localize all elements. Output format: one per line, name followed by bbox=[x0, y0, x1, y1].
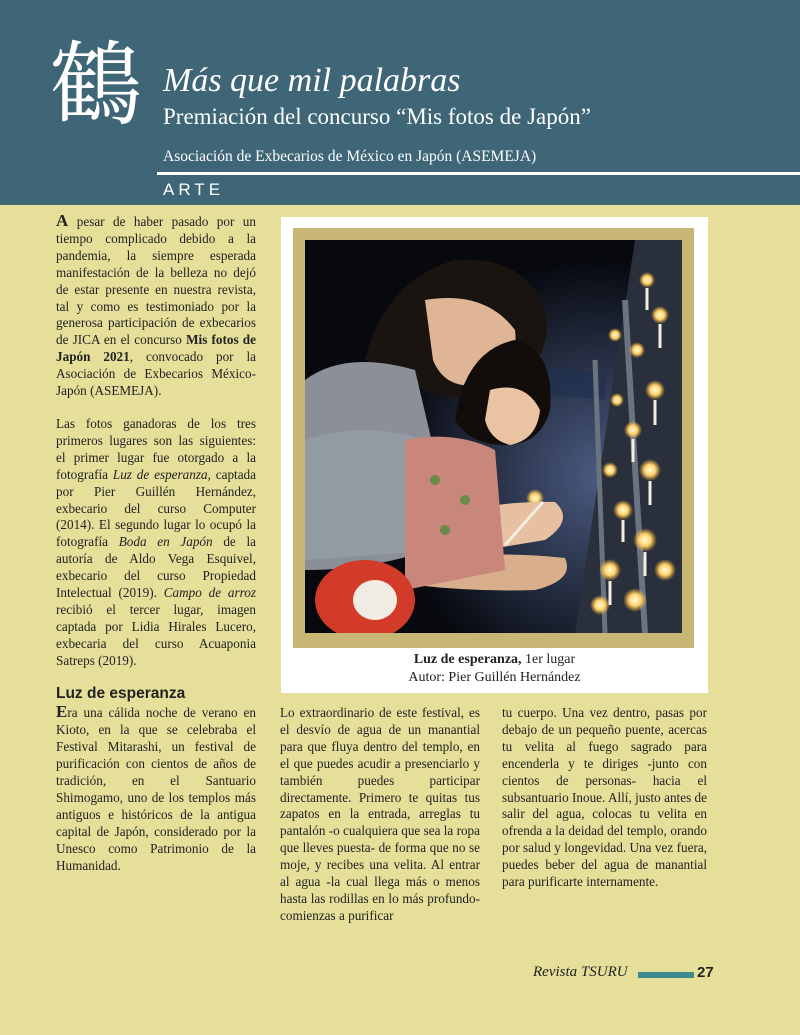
footer-accent-bar bbox=[638, 972, 694, 978]
photo-title-3: Campo de arroz bbox=[163, 585, 256, 601]
section-heading: Luz de esperanza bbox=[56, 684, 186, 702]
photo-caption bbox=[281, 652, 708, 668]
page-number: 27 bbox=[697, 964, 714, 981]
photo-frame bbox=[293, 228, 694, 648]
caption-place: 1er lugar bbox=[521, 652, 576, 667]
photo-title-2: Boda en Japón bbox=[118, 534, 213, 550]
caption-title: Luz de esperanza, bbox=[413, 652, 522, 667]
header-divider bbox=[157, 172, 800, 175]
photo-card bbox=[281, 217, 708, 693]
intro-text: , convocado por la Asociación de Exbecarios México-Japón (ASEMEJA). bbox=[56, 349, 257, 399]
left-column bbox=[56, 213, 256, 891]
section-label: ARTE bbox=[163, 180, 225, 199]
article-author-org: Asociación de Exbecarios de México en Japón (ASEMEJA) bbox=[163, 148, 537, 165]
drop-cap: A bbox=[56, 211, 69, 230]
intro-text: recibió el tercer lugar, imagen captada por Lidia Hirales Lucero, exbecaria del curso Acuaponia Satreps (2019). bbox=[56, 601, 256, 668]
magazine-name: Revista TSURU bbox=[533, 964, 628, 980]
photo-author: Autor: Pier Guillén Hernández bbox=[408, 670, 581, 685]
contest-name: Mis fotos de Japón 2021 bbox=[56, 332, 256, 365]
intro-text: , captada por Pier Guillén Hernández, exbecario del curso Computer (2014). El segundo lugar lo ocupó la fotografía bbox=[56, 466, 256, 550]
drop-cap: E bbox=[56, 702, 68, 722]
intro-text: pesar de haber pasado por un tiempo complicado debido a la pandemia, la siempre esperada manifestación de la belleza no dejó de estar presente en nuestra revista, tal y como es testimoniado por la generosa participación de exbecarios de JICA en el concurso bbox=[56, 214, 256, 348]
intro-paragraph-1 bbox=[56, 213, 256, 400]
crane-kanji-logo: 鶴 bbox=[50, 32, 143, 139]
article-header bbox=[0, 0, 800, 205]
winning-photo bbox=[305, 240, 682, 633]
story-text: ra una cálida noche de verano en Kioto, en la que se celebraba el Festival Mitarashi, un festival de purificación con cientos de años de tradición, en el Santuario Shimogamo, uno de los templos más antiguos e históricos de la antigua capital de Japón, considerado por la Unesco como Patrimonio de la Humanidad. bbox=[56, 705, 256, 873]
photo-illustration bbox=[305, 240, 682, 633]
article-subtitle: Premiación del concurso “Mis fotos de Japón” bbox=[163, 104, 591, 129]
article-title: Más que mil palabras bbox=[163, 62, 461, 99]
intro-text: de la autoría de Aldo Vega Esquivel, exbecario del curso Propiedad Intelectual (2019). bbox=[56, 534, 256, 601]
intro-paragraph-2 bbox=[56, 416, 256, 670]
photo-title-1: Luz de esperanza bbox=[112, 466, 208, 482]
story-paragraph bbox=[56, 704, 256, 874]
right-column: tu cuerpo. Una vez dentro, pasas por debajo de un pequeño puente, acercas tu velita al fuego sagrado para encenderla y te diriges -junto con cientos de personas- hacia el subsantuario Inoue. Allí, justo antes de salir del agua, colocas tu velita en ofrenda a la deidad del templo, orando por salud y longevidad. Una vez fuera, puedes beber del agua de manantial para purificarte internamente. bbox=[502, 705, 707, 890]
intro-text: Las fotos ganadoras de los tres primeros lugares son las siguientes: el primer lugar fue otorgado a la fotografía bbox=[56, 415, 256, 482]
middle-column: Lo extraordinario de este festival, es el desvío de agua de un manantial para que fluya dentro del templo, en el que puedes acudir a presenciarlo y también puedes participar directamente. Primero te quitas tus zapatos en la entrada, arreglas tu pantalón -o cualquiera que sea la ropa que lleves puesta- de forma que no se moje, y recibes una velita. Al entrar al agua -la cual llega más o menos hasta las rodillas en lo más profundo- comienzas a purificar bbox=[280, 705, 480, 923]
